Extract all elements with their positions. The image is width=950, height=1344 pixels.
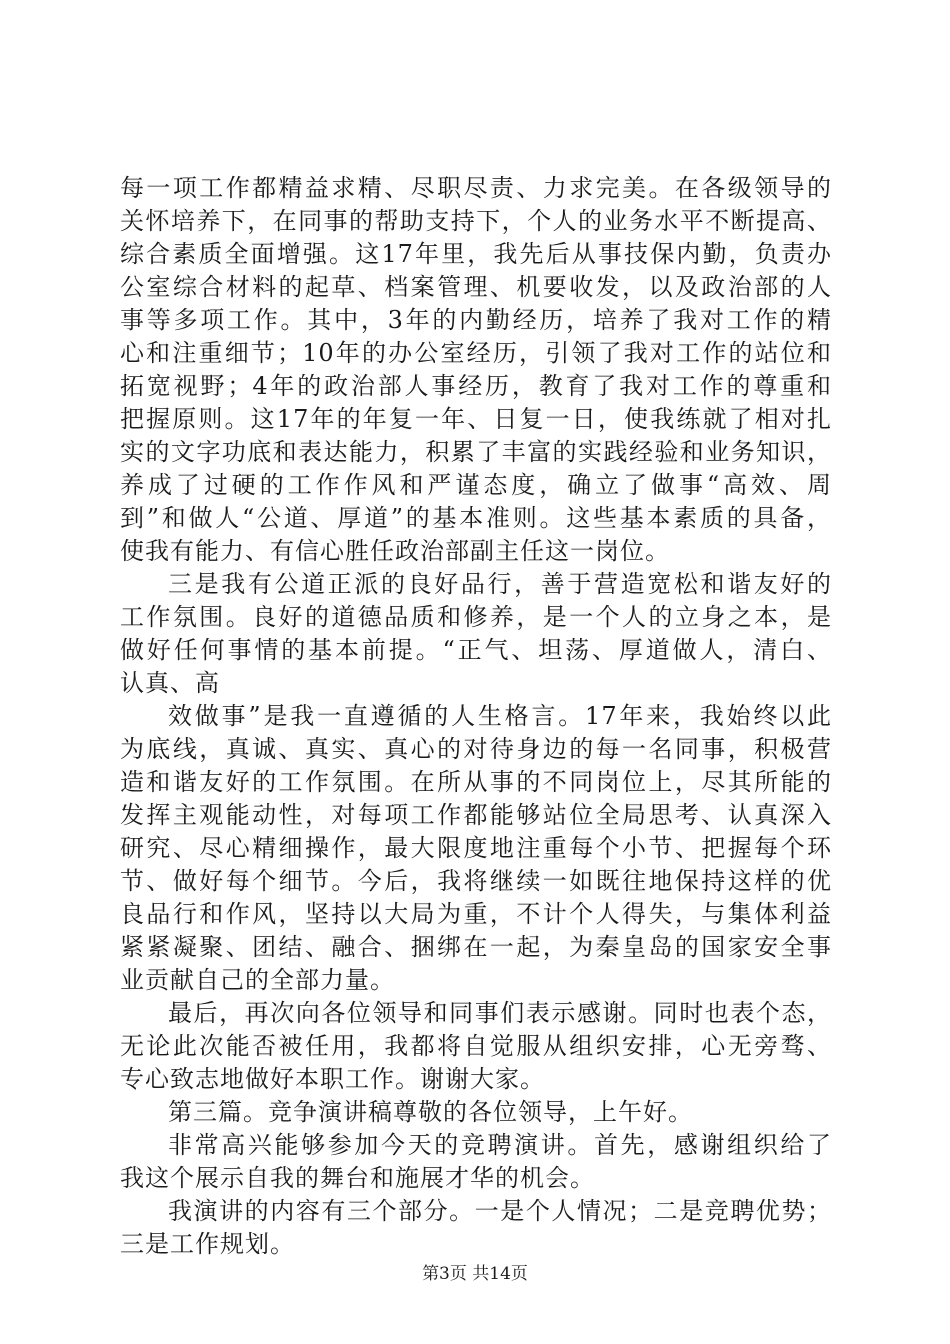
text-line: 研究、尽心精细操作，最大限度地注重每个小节、把握每个环 xyxy=(120,834,832,862)
text-line: 三是工作规划。 xyxy=(120,1230,295,1258)
page-number-footer: 第3页 共14页 xyxy=(422,1264,528,1284)
text-line: 使我有能力、有信心胜任政治部副主任这一岗位。 xyxy=(120,537,670,565)
text-line: 把握原则。这17年的年复一年、日复一日，使我练就了相对扎 xyxy=(120,405,832,433)
text-line: 实的文字功底和表达能力，积累了丰富的实践经验和业务知识， xyxy=(120,438,832,466)
text-line: 公室综合材料的起草、档案管理、机要收发，以及政治部的人 xyxy=(120,273,832,301)
text-line: 非常高兴能够参加今天的竞聘演讲。首先，感谢组织给了 xyxy=(168,1131,832,1159)
text-line: 养成了过硬的工作作风和严谨态度，确立了做事“高效、周 xyxy=(120,471,832,499)
text-line: 拓宽视野；4年的政治部人事经历，教育了我对工作的尊重和 xyxy=(120,372,832,400)
text-line: 发挥主观能动性，对每项工作都能够站位全局思考、认真深入 xyxy=(120,801,832,829)
text-line: 三是我有公道正派的良好品行，善于营造宽松和谐友好的 xyxy=(168,570,832,598)
text-line: 事等多项工作。其中，3年的内勤经历，培养了我对工作的精 xyxy=(120,306,832,334)
text-line: 工作氛围。良好的道德品质和修养，是一个人的立身之本，是 xyxy=(120,603,832,631)
text-line: 造和谐友好的工作氛围。在所从事的不同岗位上，尽其所能的 xyxy=(120,768,832,796)
text-line: 心和注重细节；10年的办公室经历，引领了我对工作的站位和 xyxy=(120,339,832,367)
text-line: 认真、高 xyxy=(120,669,220,697)
text-line: 最后，再次向各位领导和同事们表示感谢。同时也表个态， xyxy=(168,999,832,1027)
text-line: 我演讲的内容有三个部分。一是个人情况；二是竞聘优势； xyxy=(168,1197,832,1225)
text-line: 综合素质全面增强。这17年里，我先后从事技保内勤，负责办 xyxy=(120,240,832,268)
text-line: 无论此次能否被任用，我都将自觉服从组织安排，心无旁骛、 xyxy=(120,1032,832,1060)
text-line: 节、做好每个细节。今后，我将继续一如既往地保持这样的优 xyxy=(120,867,832,895)
text-line: 每一项工作都精益求精、尽职尽责、力求完美。在各级领导的 xyxy=(120,174,832,202)
text-line: 我这个展示自我的舞台和施展才华的机会。 xyxy=(120,1164,595,1192)
text-line: 到”和做人“公道、厚道”的基本准则。这些基本素质的具备， xyxy=(120,504,832,532)
text-line: 良品行和作风，坚持以大局为重，不计个人得失，与集体利益 xyxy=(120,900,832,928)
text-line: 专心致志地做好本职工作。谢谢大家。 xyxy=(120,1065,545,1093)
text-line: 关怀培养下，在同事的帮助支持下，个人的业务水平不断提高、 xyxy=(120,207,832,235)
text-line: 效做事”是我一直遵循的人生格言。17年来，我始终以此 xyxy=(168,702,832,730)
text-line: 做好任何事情的基本前提。“正气、坦荡、厚道做人，清白、 xyxy=(120,636,832,664)
text-line: 业贡献自己的全部力量。 xyxy=(120,966,395,994)
text-line: 为底线，真诚、真实、真心的对待身边的每一名同事，积极营 xyxy=(120,735,832,763)
section-heading: 第三篇。竞争演讲稿尊敬的各位领导，上午好。 xyxy=(168,1098,693,1126)
text-line: 紧紧凝聚、团结、融合、捆绑在一起，为秦皇岛的国家安全事 xyxy=(120,933,832,961)
